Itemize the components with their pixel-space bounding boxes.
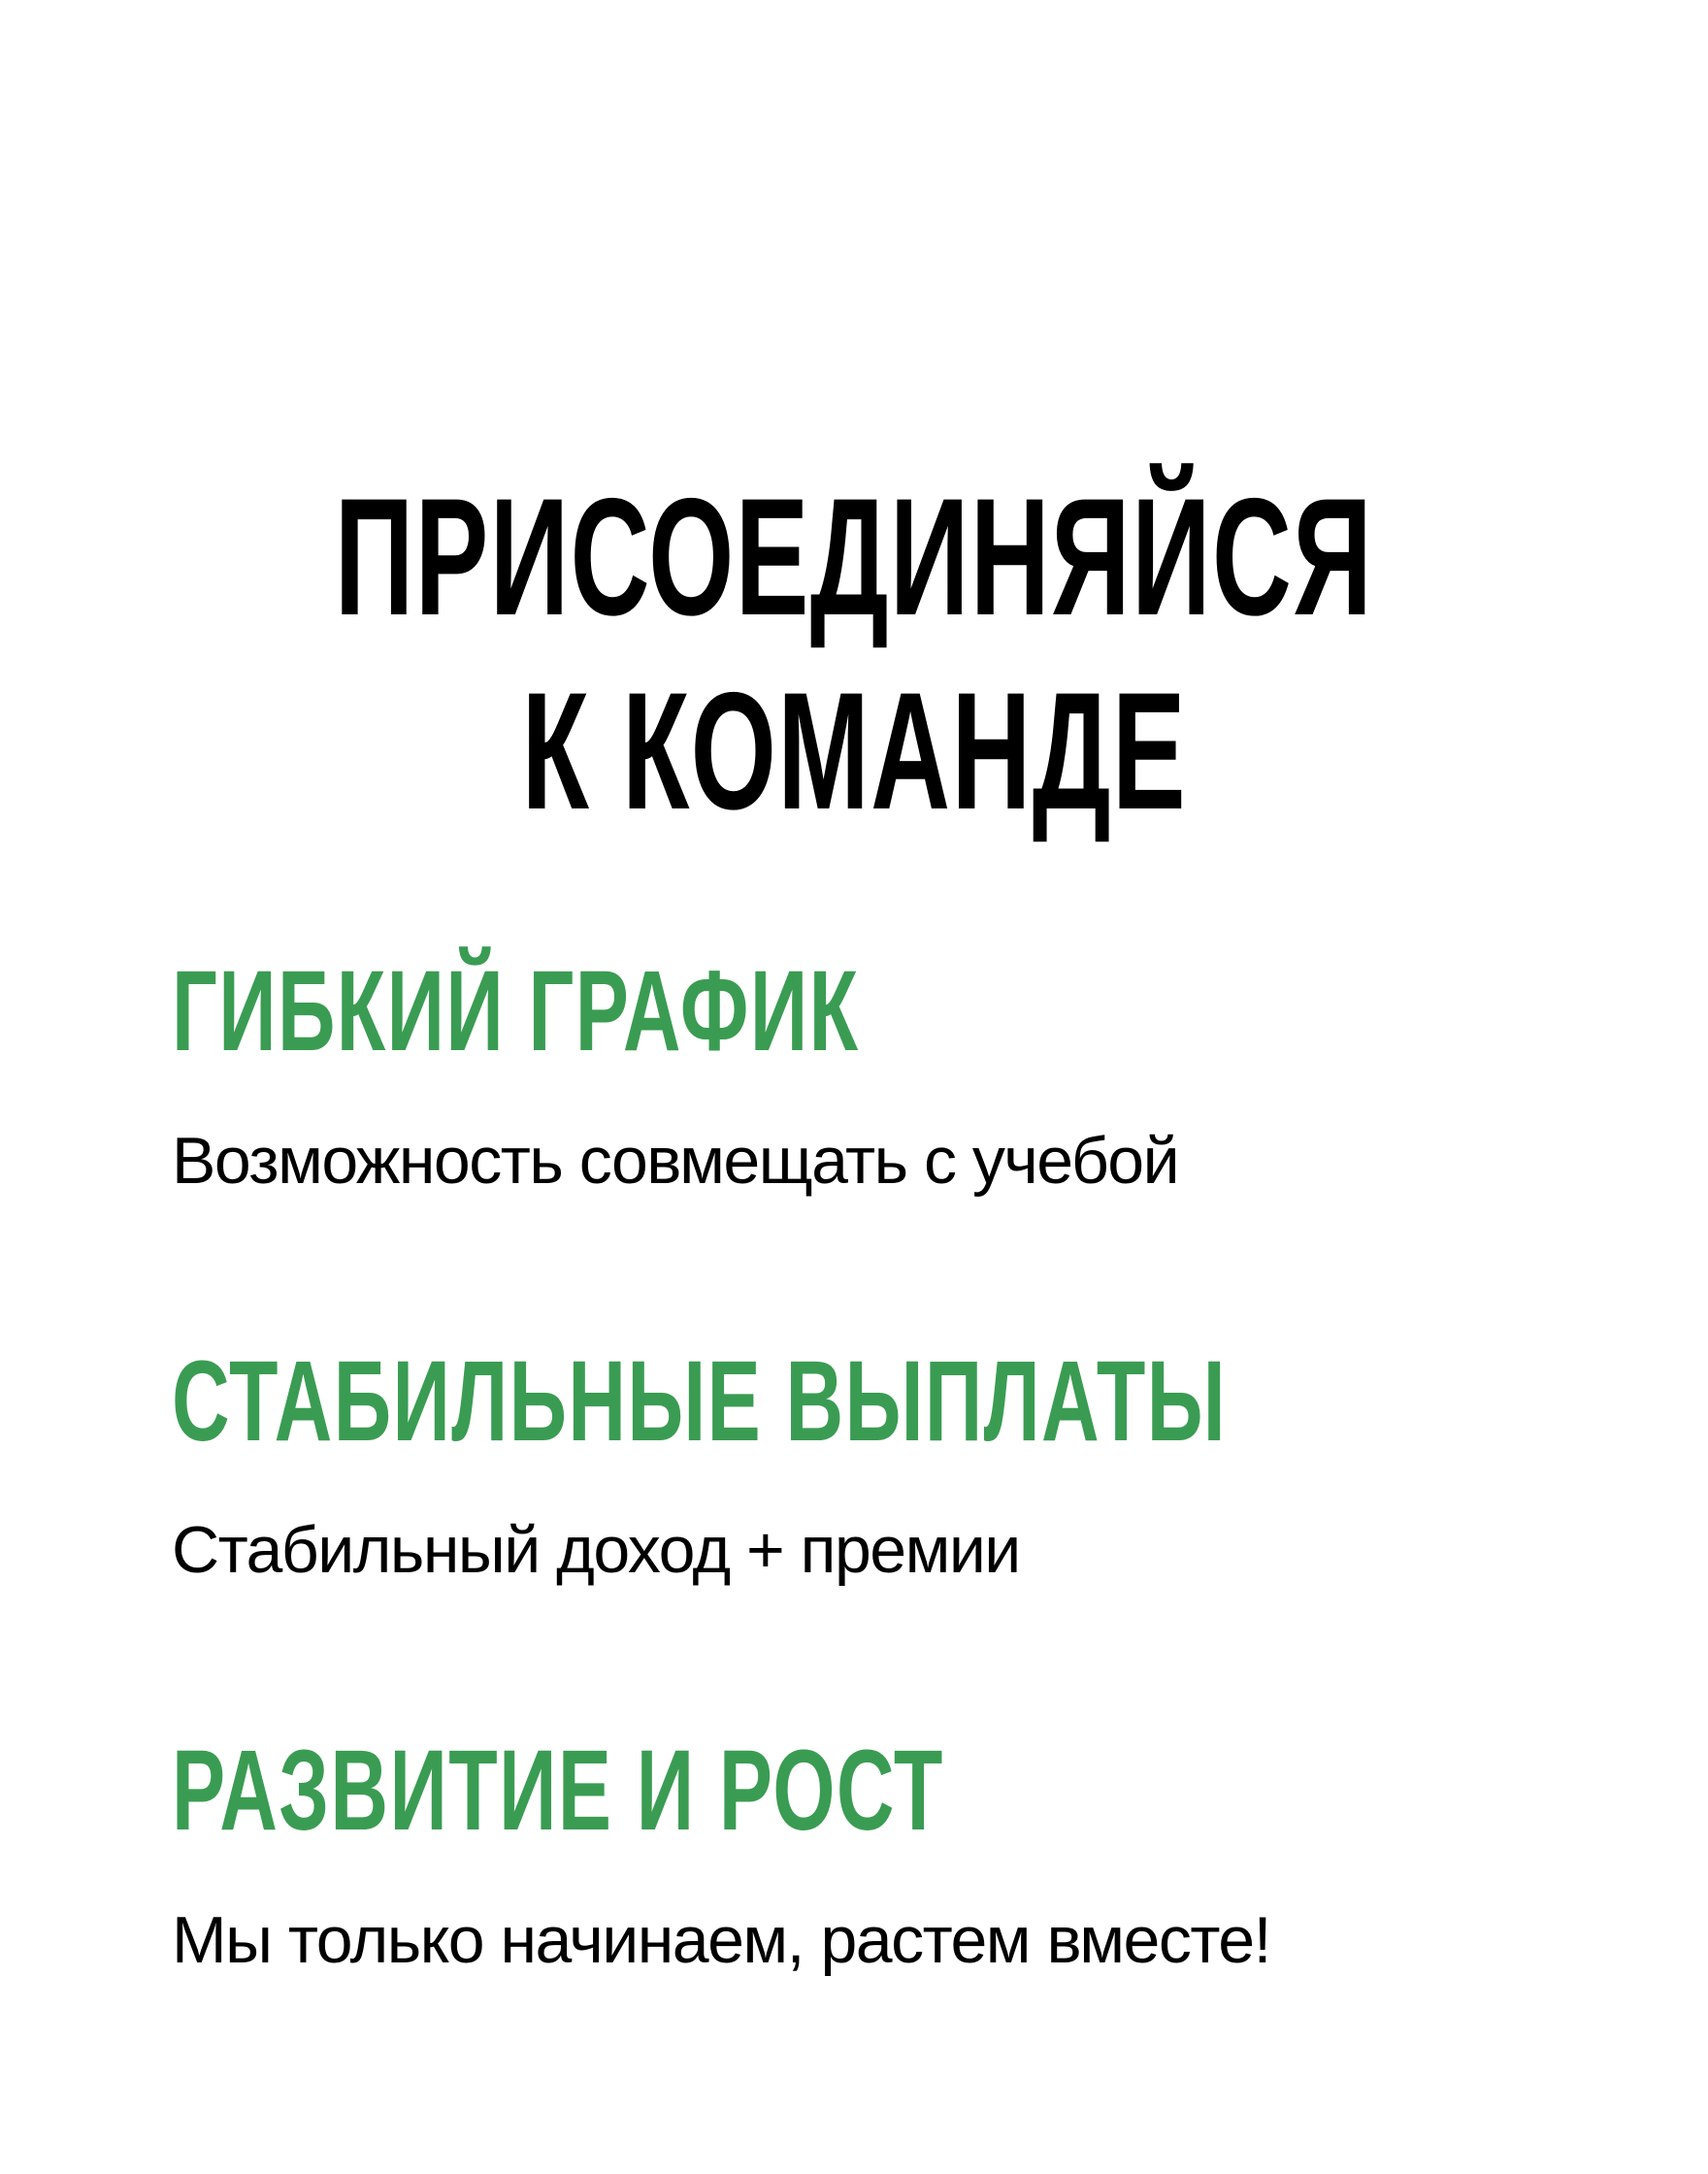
benefit-heading-schedule: ГИБКИЙ ГРАФИК [172,947,860,1075]
benefit-text-schedule: Возможность совмещать с учебой [172,1124,1179,1198]
benefit-text-payments: Стабильный доход + премии [172,1513,1020,1587]
title-line-2 [0,658,1708,844]
title-text-1: ПРИСОЕДИНЯЙСЯ [334,464,1374,650]
benefit-text-growth: Мы только начинаем, растем вместе! [172,1903,1270,1977]
benefit-heading-payments: СТАБИЛЬНЫЕ ВЫПЛАТЫ [172,1337,1228,1466]
title-text-2: К КОМАНДЕ [521,658,1187,844]
title-line-1 [0,464,1708,650]
benefit-heading-growth: РАЗВИТИЕ И РОСТ [172,1727,944,1855]
